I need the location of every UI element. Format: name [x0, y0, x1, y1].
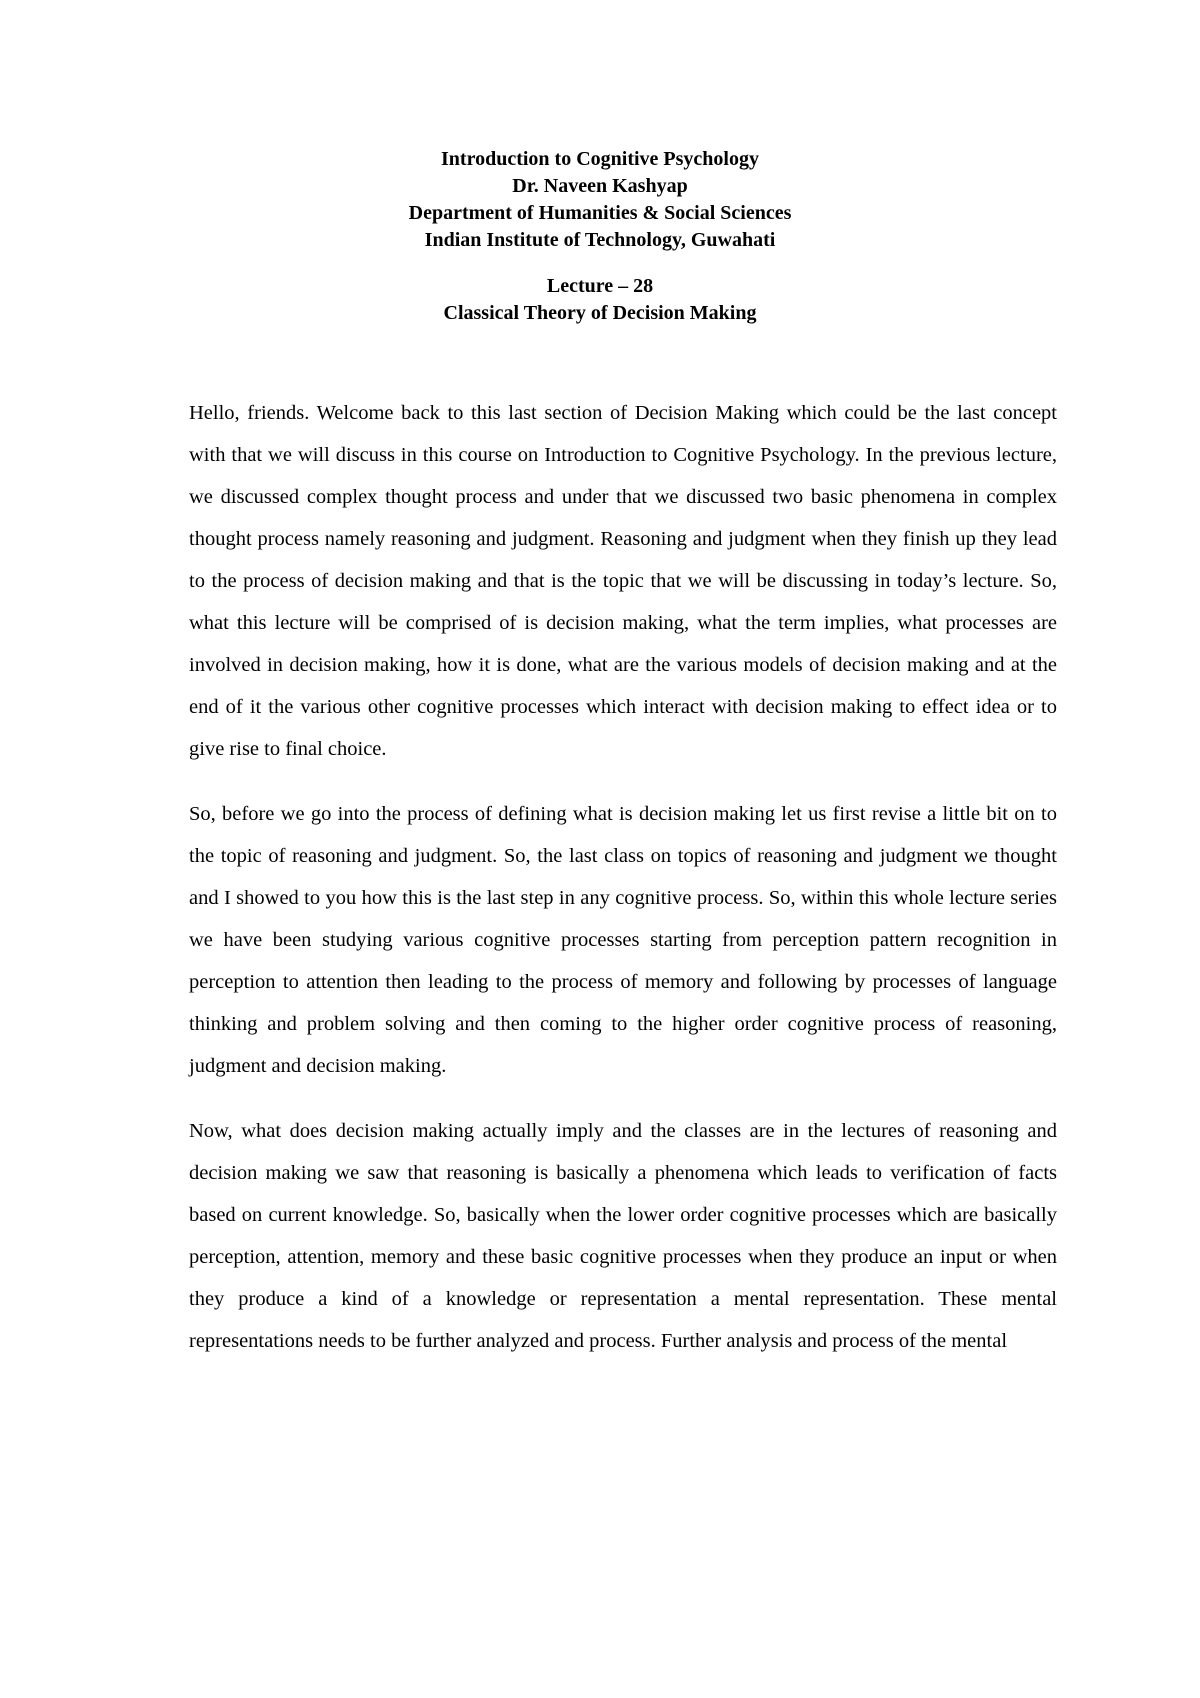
department-name: Department of Humanities & Social Sciences [408, 202, 792, 224]
document-body [189, 392, 1057, 1385]
paragraph-3: Now, what does decision making actually imply and the classes are in the lectures of reasoning and decision making we saw that reasoning is basically a phenomena which leads to verification of facts based on current knowledge. So, basically when the lower order cognitive processes which are basically perception, attention, memory and these basic cognitive processes when they produce an input or when they produce a kind of a knowledge or representation a mental representation. These mental representations needs to be further analyzed and process. Further analysis and process of the mental [189, 1120, 1057, 1352]
paragraph-2: So, before we go into the process of defining what is decision making let us first revise a little bit on to the topic of reasoning and judgment. So, the last class on topics of reasoning and judgment we thought and I showed to you how this is the last step in any cognitive process. So, within this whole lecture series we have been studying various cognitive processes starting from perception pattern recognition in perception to attention then leading to the process of memory and following by processes of language thinking and problem solving and then coming to the higher order cognitive process of reasoning, judgment and decision making. [189, 803, 1057, 1077]
instructor-name: Dr. Naveen Kashyap [512, 175, 688, 197]
header-spacer [0, 254, 1200, 273]
institute-name: Indian Institute of Technology, Guwahati [424, 229, 776, 251]
document-header [0, 146, 1200, 327]
lecture-title: Classical Theory of Decision Making [443, 302, 757, 324]
paragraph-1: Hello, friends. Welcome back to this last section of Decision Making which could be the last concept with that we will discuss in this course on Introduction to Cognitive Psychology. In the previous lecture, we discussed complex thought process and under that we discussed two basic phenomena in complex thought process namely reasoning and judgment. Reasoning and judgment when they finish up they lead to the process of decision making and that is the topic that we will be discussing in today’s lecture. So, what this lecture will be comprised of is decision making, what the term implies, what processes are involved in decision making, how it is done, what are the various models of decision making and at the end of it the various other cognitive processes which interact with decision making to effect idea or to give rise to final choice. [189, 402, 1057, 760]
course-title: Introduction to Cognitive Psychology [441, 148, 759, 170]
lecture-number: Lecture – 28 [546, 275, 654, 297]
